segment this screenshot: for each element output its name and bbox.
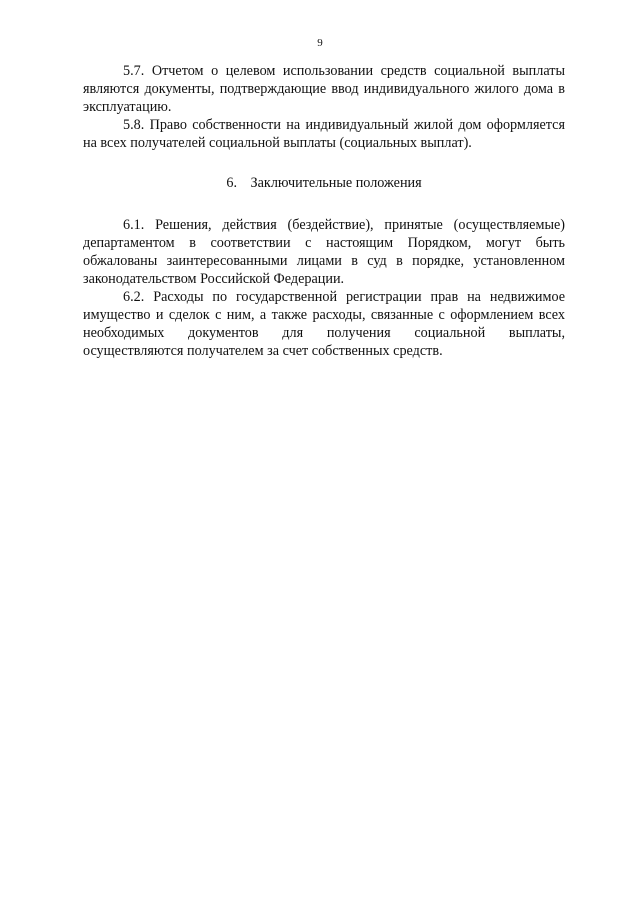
paragraph-number: 6.1. — [123, 217, 145, 233]
section-title: Заключительные положения — [250, 175, 422, 191]
paragraph-text: Решения, действия (бездействие), принятые (осуществляемые) департаментом в соответствии с настоящим Порядком, могут быть обжалованы заинтересованными лицами в суд в порядке, установленном законодательством Российской Федерации. — [83, 217, 566, 287]
paragraph-number: 5.8. — [123, 117, 145, 133]
paragraph-6-1 — [83, 216, 565, 288]
paragraph-text: Право собственности на индивидуальный жилой дом оформляется на всех получателей социальной выплаты (социальных выплат). — [83, 117, 565, 151]
document-body — [83, 62, 565, 360]
paragraph-text: Отчетом о целевом использовании средств социальной выплаты являются документы, подтверждающие ввод индивидуального жилого дома в эксплуатацию. — [83, 63, 565, 115]
paragraph-number: 5.7. — [123, 63, 145, 79]
paragraph-6-2 — [83, 288, 565, 360]
section-6-heading — [83, 174, 565, 192]
paragraph-5-8 — [83, 116, 565, 152]
paragraph-text: Расходы по государственной регистрации прав на недвижимое имущество и сделок с ним, а также расходы, связанные с оформлением всех необходимых документов для получения социальной выплаты, осуществляются получателем за счет собственных средств. — [83, 289, 566, 359]
section-number: 6. — [226, 175, 237, 191]
page-number: 9 — [317, 37, 323, 49]
paragraph-number: 6.2. — [123, 289, 145, 305]
paragraph-5-7 — [83, 62, 565, 116]
